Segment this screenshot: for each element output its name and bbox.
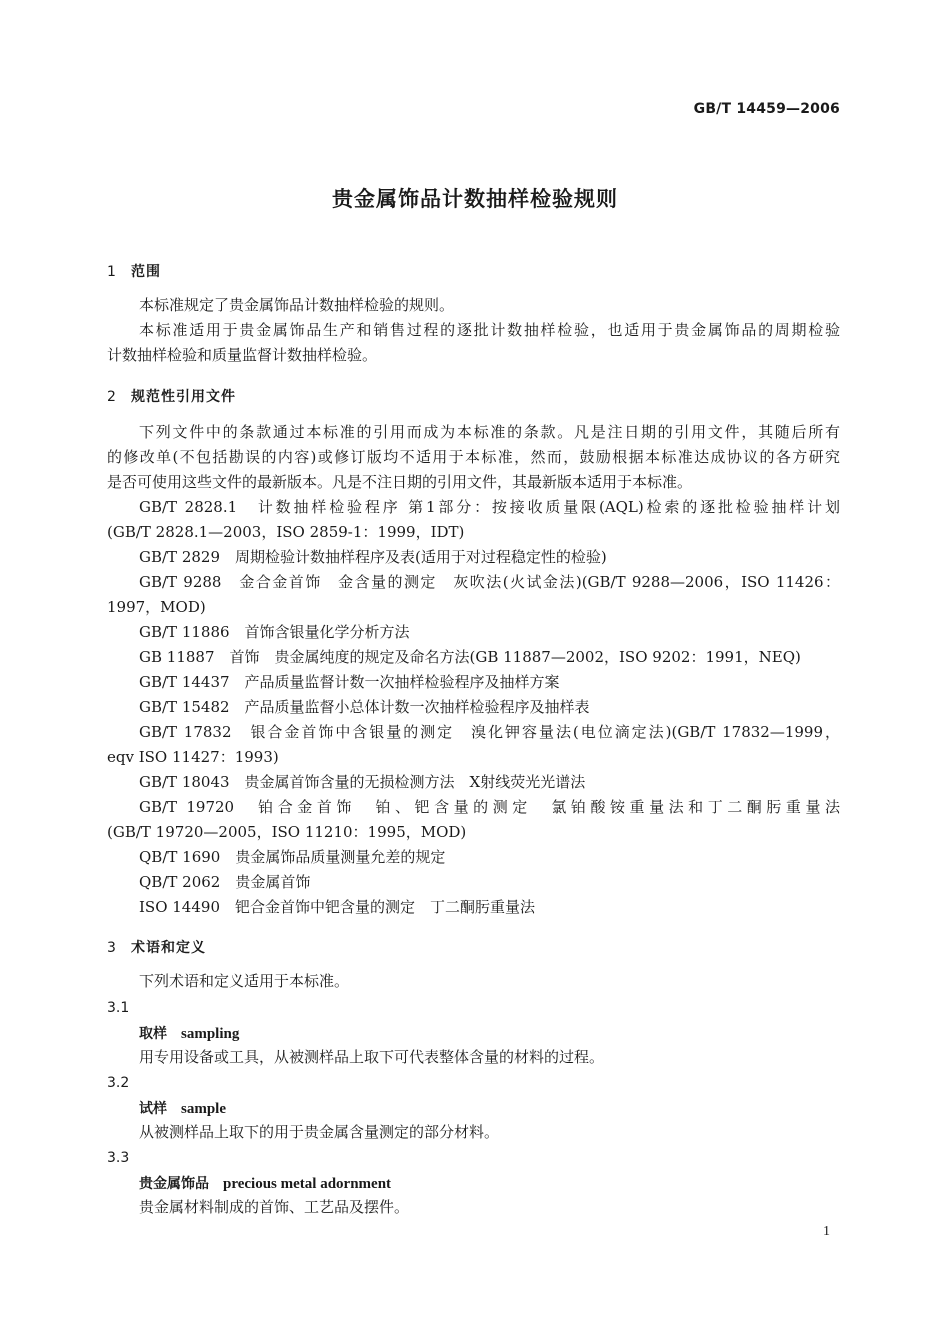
reference-line: GB/T 19720 铂合金首饰 铂、钯含量的测定 氯铂酸铵重量法和丁二酮肟重量法 (139, 798, 840, 816)
term-english: precious metal adornment (223, 1176, 392, 1192)
section-1-paragraph-2-line-1: 本标准适用于贵金属饰品生产和销售过程的逐批计数抽样检验，也适用于贵金属饰品的周期检验 (139, 321, 840, 339)
section-1-paragraph-1: 本标准规定了贵金属饰品计数抽样检验的规则。 (139, 296, 455, 314)
term-definition: 从被测样品上取下的用于贵金属含量测定的部分材料。 (139, 1123, 500, 1141)
term-number: 3.3 (107, 1150, 130, 1166)
reference-line: eqv ISO 11427：1993) (107, 748, 279, 766)
term-number: 3.2 (107, 1075, 130, 1091)
section-1-heading (107, 261, 161, 281)
reference-line: GB/T 17832 银合金首饰中含银量的测定 溴化钾容量法(电位滴定法)(GB/T 17832—1999， (139, 723, 840, 741)
reference-line: (GB/T 19720—2005，ISO 11210：1995，MOD) (107, 823, 467, 841)
reference-line: GB/T 2829 周期检验计数抽样程序及表(适用于对过程稳定性的检验) (139, 548, 607, 566)
section-1-paragraph-2-line-2: 计数抽样检验和质量监督计数抽样检验。 (107, 346, 378, 364)
term-heading (139, 1171, 840, 1197)
page-number: 1 (823, 1224, 830, 1239)
reference-line: QB/T 2062 贵金属首饰 (139, 873, 311, 891)
term-definition: 贵金属材料制成的首饰、工艺品及摆件。 (139, 1198, 410, 1216)
reference-line: GB/T 15482 产品质量监督小总体计数一次抽样检验程序及抽样表 (139, 698, 590, 716)
section-1-title: 范围 (131, 264, 161, 280)
term-chinese: 贵金属饰品 (139, 1176, 209, 1192)
section-2-paragraph-line-1: 下列文件中的条款通过本标准的引用而成为本标准的条款。凡是注日期的引用文件，其随后所有 (139, 423, 840, 441)
reference-line: QB/T 1690 贵金属饰品质量测量允差的规定 (139, 848, 446, 866)
term-chinese: 试样 (139, 1101, 167, 1117)
reference-line: GB/T 9288 金合金首饰 金含量的测定 灰吹法(火试金法)(GB/T 9288—2006，ISO 11426： (139, 573, 840, 591)
document-title: 贵金属饰品计数抽样检验规则 (332, 187, 618, 211)
term-english: sampling (181, 1026, 240, 1042)
section-2-paragraph-line-2: 的修改单(不包括勘误的内容)或修订版均不适用于本标准，然而，鼓励根据本标准达成协议的各方研究 (107, 448, 840, 466)
term-definition: 用专用设备或工具，从被测样品上取下可代表整体含量的材料的过程。 (139, 1048, 605, 1066)
reference-line: 1997，MOD) (107, 598, 206, 616)
term-number: 3.1 (107, 1000, 130, 1016)
term-heading (139, 1021, 840, 1047)
reference-line: GB/T 18043 贵金属首饰含量的无损检测方法 X射线荧光光谱法 (139, 773, 586, 791)
reference-line: GB 11887 首饰 贵金属纯度的规定及命名方法(GB 11887—2002，ISO 9202：1991，NEQ) (139, 648, 801, 666)
section-2-number: 2 (107, 389, 117, 405)
section-2-heading (107, 386, 236, 406)
reference-line: GB/T 2828.1 计数抽样检验程序 第1部分：按接收质量限(AQL)检索的逐批检验抽样计划 (139, 498, 840, 516)
term-chinese: 取样 (139, 1026, 167, 1042)
term-english: sample (181, 1101, 226, 1117)
section-2-paragraph-line-3: 是否可使用这些文件的最新版本。凡是不注日期的引用文件，其最新版本适用于本标准。 (107, 473, 693, 491)
section-1-number: 1 (107, 264, 117, 280)
reference-line: GB/T 14437 产品质量监督计数一次抽样检验程序及抽样方案 (139, 673, 560, 691)
standard-code: GB/T 14459—2006 (693, 101, 840, 117)
section-3-intro: 下列术语和定义适用于本标准。 (139, 972, 350, 990)
reference-line: ISO 14490 钯合金首饰中钯含量的测定 丁二酮肟重量法 (139, 898, 535, 916)
term-heading (139, 1096, 840, 1122)
reference-line: GB/T 11886 首饰含银量化学分析方法 (139, 623, 410, 641)
section-3-number: 3 (107, 940, 117, 956)
section-3-title: 术语和定义 (131, 940, 206, 956)
section-2-title: 规范性引用文件 (131, 389, 236, 405)
section-3-heading (107, 937, 206, 957)
reference-line: (GB/T 2828.1—2003，ISO 2859-1：1999，IDT) (107, 523, 465, 541)
